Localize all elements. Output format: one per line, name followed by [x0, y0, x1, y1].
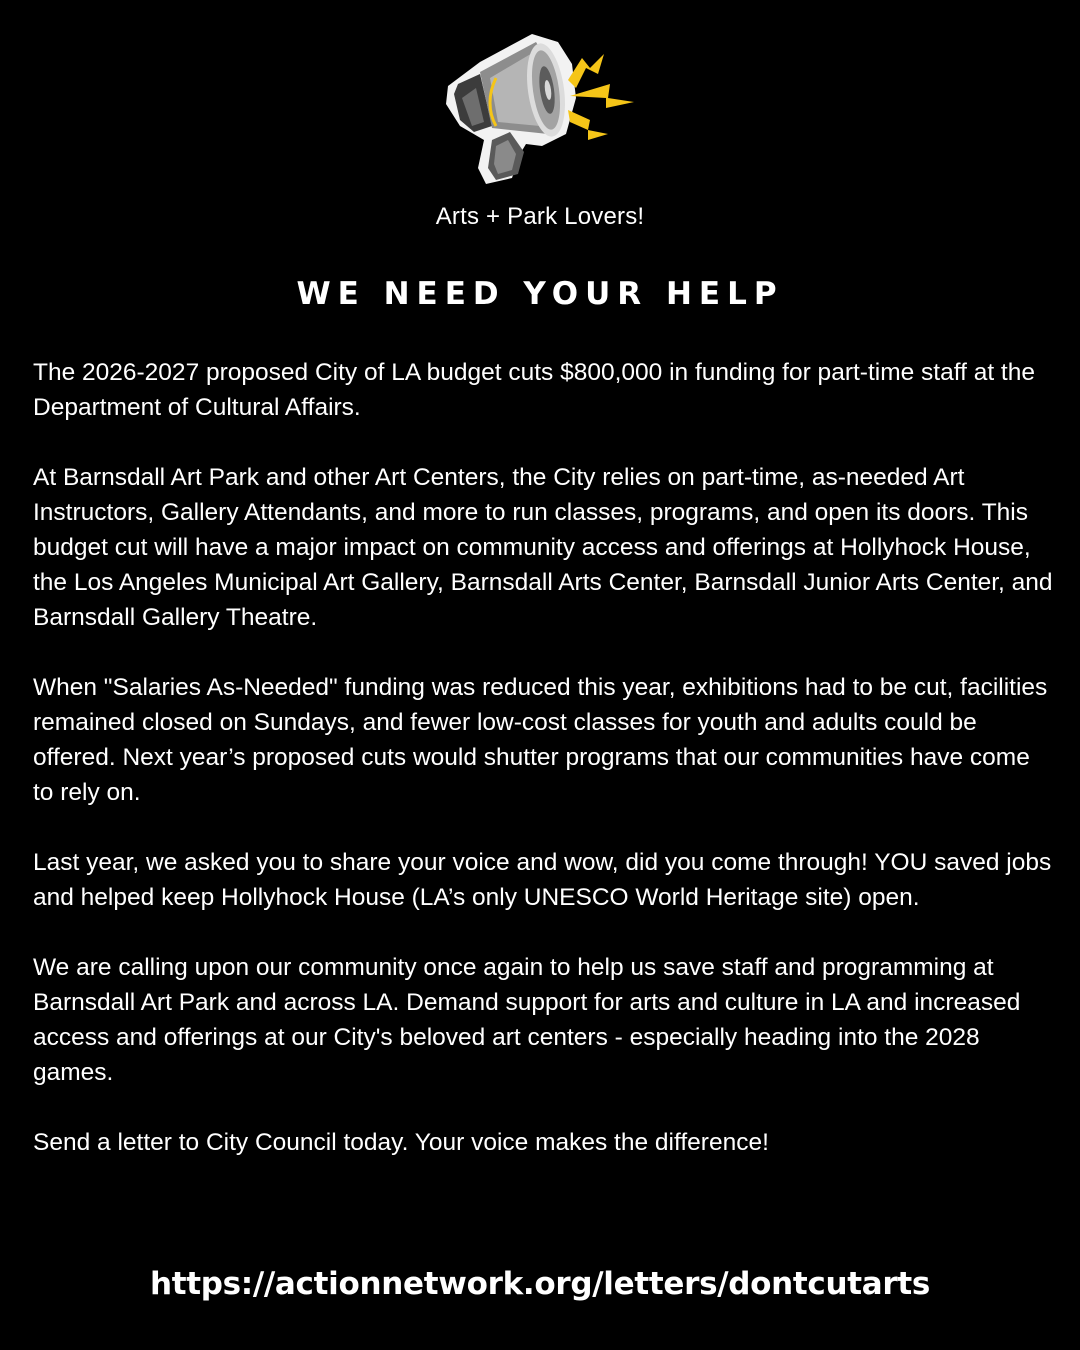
megaphone-icon — [440, 28, 640, 188]
paragraph-last-reduction: When "Salaries As-Needed" funding was reduced this year, exhibitions had to be cut, facilities remained closed on Sundays, and fewer low-cost classes for youth and adults could be offered. Next year’s proposed cuts would shutter programs that our communities have come to rely on. — [33, 674, 1048, 806]
kicker-text: Arts + Park Lovers! — [435, 203, 645, 230]
body-copy — [33, 355, 1053, 1195]
paragraph-last-year: Last year, we asked you to share your voice and wow, did you come through! YOU saved jobs and helped keep Hollyhock House (LA’s only UNESCO World Heritage site) open. — [33, 849, 1052, 911]
paragraph-impact: At Barnsdall Art Park and other Art Centers, the City relies on part-time, as-needed Art Instructors, Gallery Attendants, and more to run classes, programs, and open its doors. This budget cut will have a major impact on community access and offerings at Hollyhock House, the Los Angeles Municipal Art Gallery, Barnsdall Arts Center, Barnsdall Junior Arts Center, and Barnsdall Gallery Theatre. — [33, 464, 1053, 631]
page-title: WE NEED YOUR HELP — [296, 276, 784, 312]
paragraph-send-letter: Send a letter to City Council today. Your voice makes the difference! — [33, 1129, 769, 1156]
paragraph-call-to-action: We are calling upon our community once again to help us save staff and programming at Barnsdall Art Park and across LA. Demand support for arts and culture in LA and increased access and offerings at our City's beloved art centers - especially heading into the 2028 games. — [33, 954, 1021, 1086]
paragraph-budget-cut: The 2026-2027 proposed City of LA budget cuts $800,000 in funding for part-time staff at the Department of Cultural Affairs. — [33, 359, 1035, 421]
petition-link[interactable]: https://actionnetwork.org/letters/dontcutarts — [149, 1266, 931, 1302]
